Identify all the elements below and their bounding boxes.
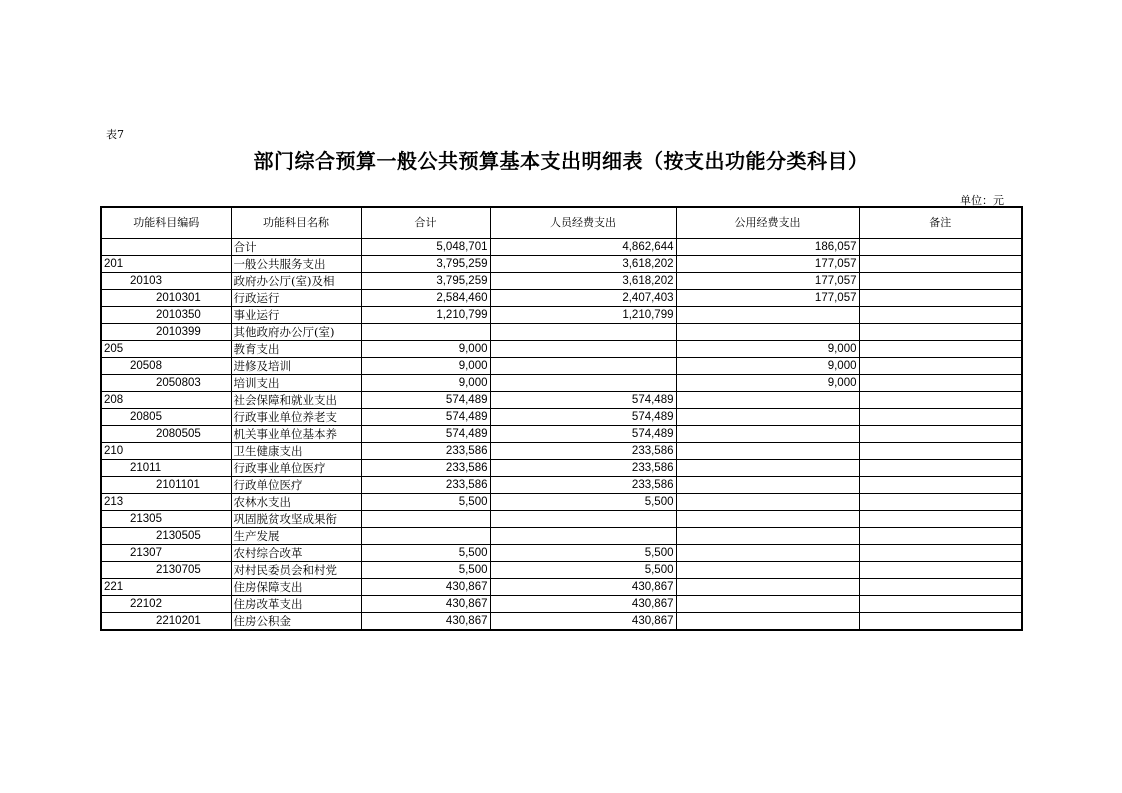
cell-total: 9,000 — [361, 375, 490, 392]
cell-name: 政府办公厅(室)及相 — [231, 273, 361, 290]
cell-name: 进修及培训 — [231, 358, 361, 375]
table-row — [101, 426, 1022, 443]
cell-total — [361, 511, 490, 528]
cell-code: 2010350 — [101, 307, 231, 324]
cell-code: 2210201 — [101, 613, 231, 631]
cell-personnel: 1,210,799 — [490, 307, 676, 324]
cell-personnel: 233,586 — [490, 443, 676, 460]
cell-total: 430,867 — [361, 579, 490, 596]
cell-name: 培训支出 — [231, 375, 361, 392]
cell-total — [361, 324, 490, 341]
cell-total: 574,489 — [361, 426, 490, 443]
cell-note — [859, 239, 1022, 256]
cell-name: 合计 — [231, 239, 361, 256]
cell-code: 2080505 — [101, 426, 231, 443]
cell-note — [859, 477, 1022, 494]
cell-name: 行政单位医疗 — [231, 477, 361, 494]
cell-code: 2130705 — [101, 562, 231, 579]
table-row — [101, 409, 1022, 426]
table-row — [101, 341, 1022, 358]
cell-personnel: 4,862,644 — [490, 239, 676, 256]
cell-code: 221 — [101, 579, 231, 596]
table-row — [101, 579, 1022, 596]
cell-note — [859, 528, 1022, 545]
cell-public — [676, 528, 859, 545]
cell-note — [859, 511, 1022, 528]
cell-total: 3,795,259 — [361, 273, 490, 290]
cell-public: 9,000 — [676, 375, 859, 392]
cell-total — [361, 528, 490, 545]
cell-name: 住房改革支出 — [231, 596, 361, 613]
cell-total: 5,500 — [361, 494, 490, 511]
cell-personnel: 430,867 — [490, 596, 676, 613]
cell-personnel — [490, 511, 676, 528]
cell-total: 430,867 — [361, 596, 490, 613]
cell-personnel: 233,586 — [490, 477, 676, 494]
unit-label: 单位：元 — [960, 194, 1004, 207]
cell-total: 2,584,460 — [361, 290, 490, 307]
cell-personnel: 574,489 — [490, 409, 676, 426]
table-row — [101, 596, 1022, 613]
cell-name: 一般公共服务支出 — [231, 256, 361, 273]
cell-note — [859, 409, 1022, 426]
header-public: 公用经费支出 — [676, 207, 859, 239]
table-row — [101, 443, 1022, 460]
cell-code: 22102 — [101, 596, 231, 613]
cell-personnel: 233,586 — [490, 460, 676, 477]
cell-name: 社会保障和就业支出 — [231, 392, 361, 409]
cell-name: 住房保障支出 — [231, 579, 361, 596]
cell-public — [676, 579, 859, 596]
cell-code: 20805 — [101, 409, 231, 426]
cell-code: 2010399 — [101, 324, 231, 341]
cell-total: 5,500 — [361, 545, 490, 562]
cell-total: 5,500 — [361, 562, 490, 579]
cell-public — [676, 545, 859, 562]
cell-public — [676, 307, 859, 324]
table-number-label: 表7 — [106, 128, 124, 141]
table-row — [101, 545, 1022, 562]
cell-note — [859, 460, 1022, 477]
cell-code: 20508 — [101, 358, 231, 375]
table-row — [101, 511, 1022, 528]
cell-code — [101, 239, 231, 256]
cell-personnel — [490, 341, 676, 358]
header-personnel: 人员经费支出 — [490, 207, 676, 239]
header-total: 合计 — [361, 207, 490, 239]
cell-code: 2050803 — [101, 375, 231, 392]
table-row — [101, 256, 1022, 273]
cell-name: 对村民委员会和村党 — [231, 562, 361, 579]
cell-personnel: 3,618,202 — [490, 256, 676, 273]
header-name: 功能科目名称 — [231, 207, 361, 239]
cell-note — [859, 307, 1022, 324]
cell-name: 农村综合改革 — [231, 545, 361, 562]
table-row — [101, 375, 1022, 392]
cell-name: 巩固脱贫攻坚成果衔 — [231, 511, 361, 528]
cell-name: 行政事业单位医疗 — [231, 460, 361, 477]
cell-public — [676, 409, 859, 426]
cell-public — [676, 426, 859, 443]
cell-code: 2101101 — [101, 477, 231, 494]
cell-note — [859, 596, 1022, 613]
cell-personnel: 574,489 — [490, 426, 676, 443]
cell-total: 3,795,259 — [361, 256, 490, 273]
cell-personnel: 574,489 — [490, 392, 676, 409]
cell-note — [859, 545, 1022, 562]
cell-note — [859, 256, 1022, 273]
cell-code: 201 — [101, 256, 231, 273]
cell-name: 行政事业单位养老支 — [231, 409, 361, 426]
cell-public: 177,057 — [676, 256, 859, 273]
cell-total: 574,489 — [361, 409, 490, 426]
cell-public: 177,057 — [676, 273, 859, 290]
cell-note — [859, 443, 1022, 460]
cell-code: 21305 — [101, 511, 231, 528]
header-code: 功能科目编码 — [101, 207, 231, 239]
cell-public: 177,057 — [676, 290, 859, 307]
table-row — [101, 273, 1022, 290]
cell-code: 21011 — [101, 460, 231, 477]
cell-personnel: 5,500 — [490, 562, 676, 579]
cell-public — [676, 613, 859, 631]
cell-code: 21307 — [101, 545, 231, 562]
cell-public: 9,000 — [676, 341, 859, 358]
cell-name: 行政运行 — [231, 290, 361, 307]
table-row — [101, 613, 1022, 631]
cell-personnel — [490, 375, 676, 392]
cell-public — [676, 511, 859, 528]
cell-personnel — [490, 324, 676, 341]
header-note: 备注 — [859, 207, 1022, 239]
cell-code: 208 — [101, 392, 231, 409]
cell-total: 233,586 — [361, 477, 490, 494]
cell-total: 1,210,799 — [361, 307, 490, 324]
cell-code: 2130505 — [101, 528, 231, 545]
cell-code: 2010301 — [101, 290, 231, 307]
table-header-row — [101, 207, 1022, 239]
table-row — [101, 307, 1022, 324]
cell-public — [676, 596, 859, 613]
cell-note — [859, 341, 1022, 358]
cell-note — [859, 562, 1022, 579]
cell-personnel — [490, 528, 676, 545]
cell-personnel: 5,500 — [490, 545, 676, 562]
cell-public — [676, 562, 859, 579]
cell-public: 9,000 — [676, 358, 859, 375]
table-row — [101, 477, 1022, 494]
cell-name: 其他政府办公厅(室) — [231, 324, 361, 341]
cell-public — [676, 392, 859, 409]
expenditure-table — [100, 206, 1023, 631]
cell-note — [859, 375, 1022, 392]
cell-personnel: 2,407,403 — [490, 290, 676, 307]
table-row — [101, 358, 1022, 375]
cell-public — [676, 477, 859, 494]
page-title: 部门综合预算一般公共预算基本支出明细表（按支出功能分类科目） — [253, 149, 869, 173]
table-row — [101, 324, 1022, 341]
cell-total: 233,586 — [361, 443, 490, 460]
cell-note — [859, 324, 1022, 341]
cell-personnel: 430,867 — [490, 579, 676, 596]
cell-name: 机关事业单位基本养 — [231, 426, 361, 443]
cell-public — [676, 494, 859, 511]
cell-personnel: 5,500 — [490, 494, 676, 511]
cell-note — [859, 392, 1022, 409]
cell-note — [859, 579, 1022, 596]
table-row — [101, 528, 1022, 545]
cell-code: 210 — [101, 443, 231, 460]
cell-total: 233,586 — [361, 460, 490, 477]
table-row — [101, 239, 1022, 256]
cell-note — [859, 358, 1022, 375]
cell-note — [859, 426, 1022, 443]
cell-note — [859, 273, 1022, 290]
cell-personnel: 430,867 — [490, 613, 676, 631]
cell-name: 生产发展 — [231, 528, 361, 545]
cell-note — [859, 290, 1022, 307]
cell-personnel: 3,618,202 — [490, 273, 676, 290]
cell-total: 9,000 — [361, 358, 490, 375]
cell-name: 教育支出 — [231, 341, 361, 358]
cell-total: 9,000 — [361, 341, 490, 358]
cell-note — [859, 613, 1022, 631]
table-row — [101, 290, 1022, 307]
cell-note — [859, 494, 1022, 511]
cell-code: 205 — [101, 341, 231, 358]
cell-personnel — [490, 358, 676, 375]
table-row — [101, 494, 1022, 511]
cell-total: 430,867 — [361, 613, 490, 631]
cell-public — [676, 324, 859, 341]
cell-public: 186,057 — [676, 239, 859, 256]
cell-name: 事业运行 — [231, 307, 361, 324]
cell-public — [676, 460, 859, 477]
cell-code: 20103 — [101, 273, 231, 290]
table-body — [101, 239, 1022, 631]
table-row — [101, 562, 1022, 579]
cell-public — [676, 443, 859, 460]
cell-name: 卫生健康支出 — [231, 443, 361, 460]
cell-total: 574,489 — [361, 392, 490, 409]
cell-name: 住房公积金 — [231, 613, 361, 631]
table-row — [101, 392, 1022, 409]
cell-code: 213 — [101, 494, 231, 511]
cell-name: 农林水支出 — [231, 494, 361, 511]
table-row — [101, 460, 1022, 477]
cell-total: 5,048,701 — [361, 239, 490, 256]
